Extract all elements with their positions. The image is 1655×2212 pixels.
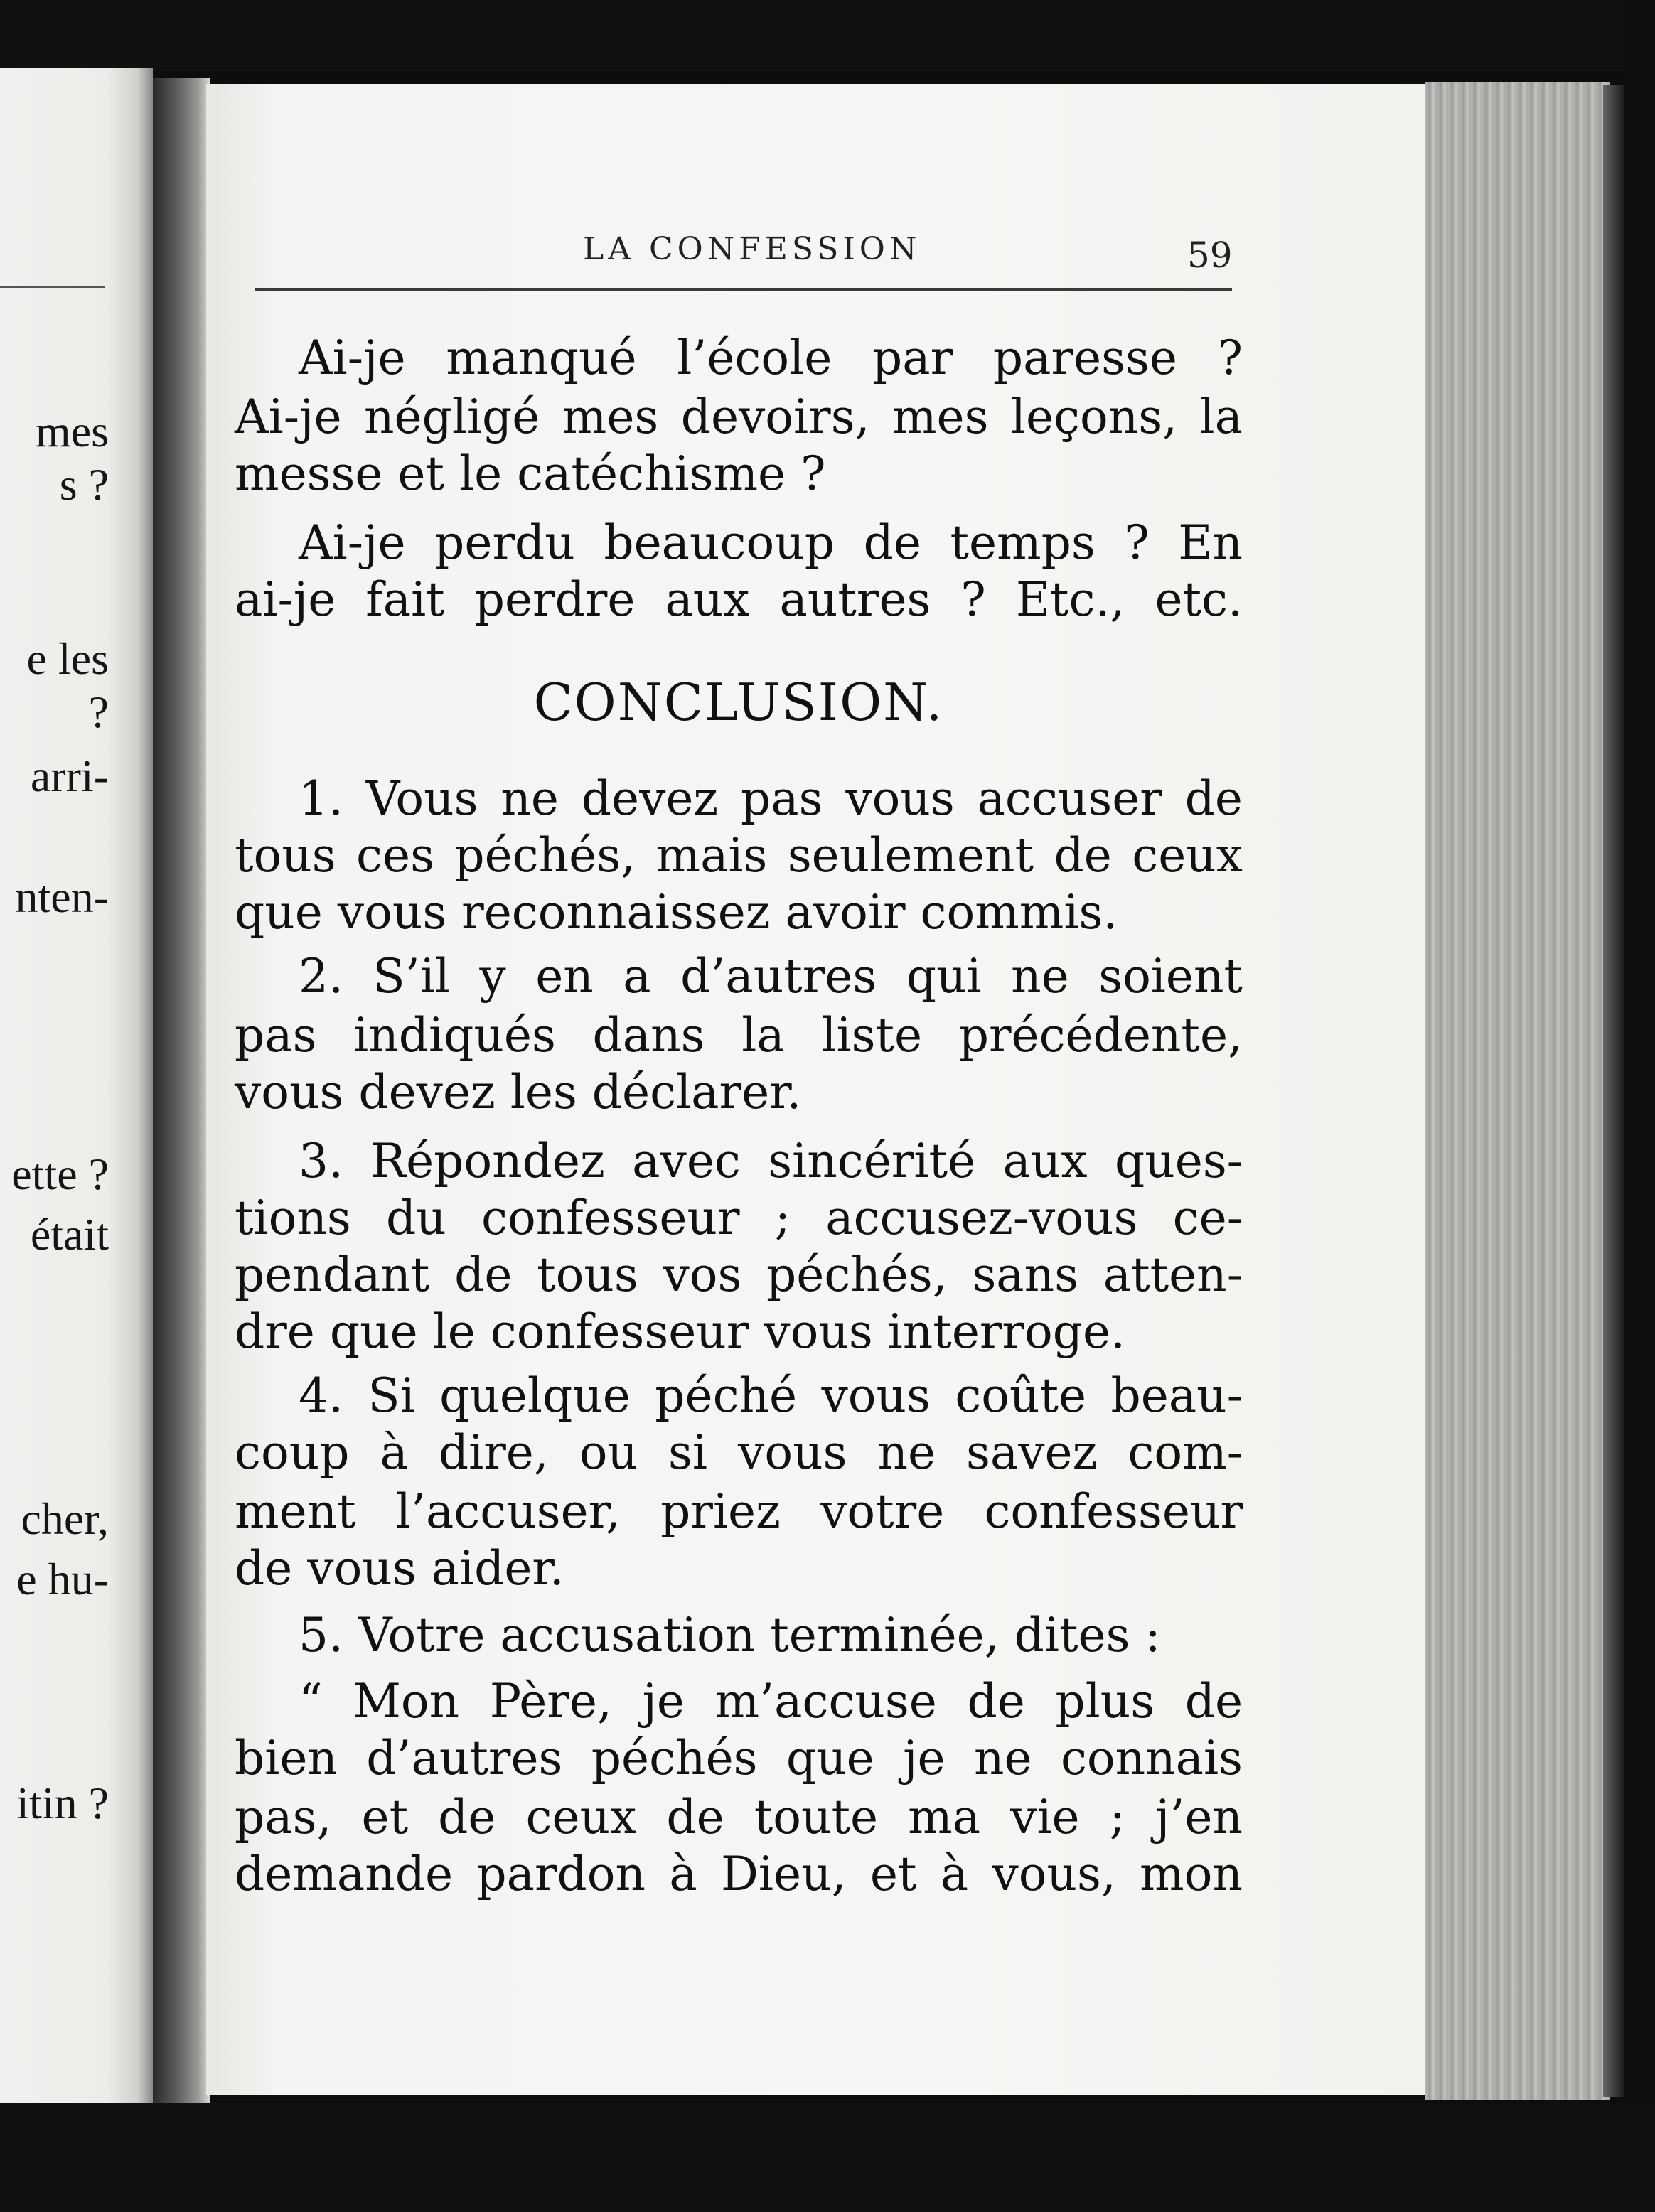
- text-line: tions du confesseur ; accusez-vous ce-: [235, 1191, 1243, 1245]
- left-page-fragment: nten-: [15, 874, 109, 920]
- text-line: dre que le confesseur vous interroge.: [235, 1304, 1126, 1359]
- left-page-fragment: arri-: [30, 753, 109, 799]
- text-line: ai-je fait perdre aux autres ? Etc., etc.: [235, 572, 1243, 627]
- text-line: 4. Si quelque péché vous coûte beau-: [299, 1368, 1243, 1423]
- text-line: coup à dire, ou si vous ne savez com-: [235, 1425, 1243, 1480]
- running-head: LA CONFESSION: [583, 231, 921, 267]
- left-page-fragment: mes: [35, 409, 109, 454]
- text-line: pendant de tous vos péchés, sans atten-: [235, 1247, 1243, 1302]
- text-line: bien d’autres péchés que je ne connais: [235, 1731, 1243, 1786]
- scan-border-top: [0, 0, 1655, 71]
- text-line: demande pardon à Dieu, et à vous, mon: [235, 1847, 1243, 1901]
- left-page-fragment: s ?: [59, 462, 109, 508]
- text-line: pas, et de ceux de toute ma vie ; j’en: [235, 1790, 1243, 1845]
- left-page-fragment: cher,: [21, 1496, 109, 1542]
- page-number: 59: [1187, 235, 1233, 276]
- text-line: Ai-je perdu beaucoup de temps ? En: [299, 515, 1243, 570]
- left-page-fragment: était: [30, 1212, 109, 1257]
- page-edges-shadow: [1603, 85, 1624, 2097]
- left-page-fragment: itin ?: [16, 1781, 109, 1826]
- text-line: messe et le catéchisme ?: [235, 446, 826, 501]
- book-gutter: [153, 78, 210, 2104]
- text-line: Ai-je négligé mes devoirs, mes leçons, la: [235, 390, 1243, 444]
- text-line: vous devez les déclarer.: [235, 1065, 802, 1120]
- text-line: “ Mon Père, je m’accuse de plus de: [299, 1674, 1243, 1729]
- scan-border-bottom: [0, 2103, 1655, 2212]
- text-line: pas indiqués dans la liste précédente,: [235, 1008, 1243, 1063]
- text-line: 3. Répondez avec sincérité aux ques-: [299, 1134, 1243, 1188]
- left-page-fragment: e les: [26, 636, 109, 682]
- left-page-rule: [0, 286, 105, 288]
- text-line: que vous reconnaissez avoir commis.: [235, 885, 1118, 940]
- text-line: 2. S’il y en a d’autres qui ne soient: [299, 949, 1243, 1004]
- text-line: de vous aider.: [235, 1541, 564, 1596]
- left-page-fragment: ette ?: [11, 1151, 109, 1197]
- text-line: 1. Vous ne devez pas vous accuser de: [299, 771, 1243, 826]
- text-line: ment l’accuser, priez votre confesseur: [235, 1484, 1243, 1539]
- text-line: tous ces péchés, mais seulement de ceux: [235, 828, 1243, 883]
- scan-border-right: [1624, 0, 1655, 2212]
- text-line: Ai-je manqué l’école par paresse ?: [299, 331, 1243, 385]
- section-heading: CONCLUSION.: [533, 672, 944, 732]
- page-edges: [1425, 82, 1610, 2100]
- left-page-fragment: ?: [88, 689, 109, 735]
- header-rule: [255, 288, 1232, 291]
- left-page-fragment: e hu-: [16, 1557, 109, 1602]
- text-line: 5. Votre accusation terminée, dites :: [299, 1608, 1161, 1663]
